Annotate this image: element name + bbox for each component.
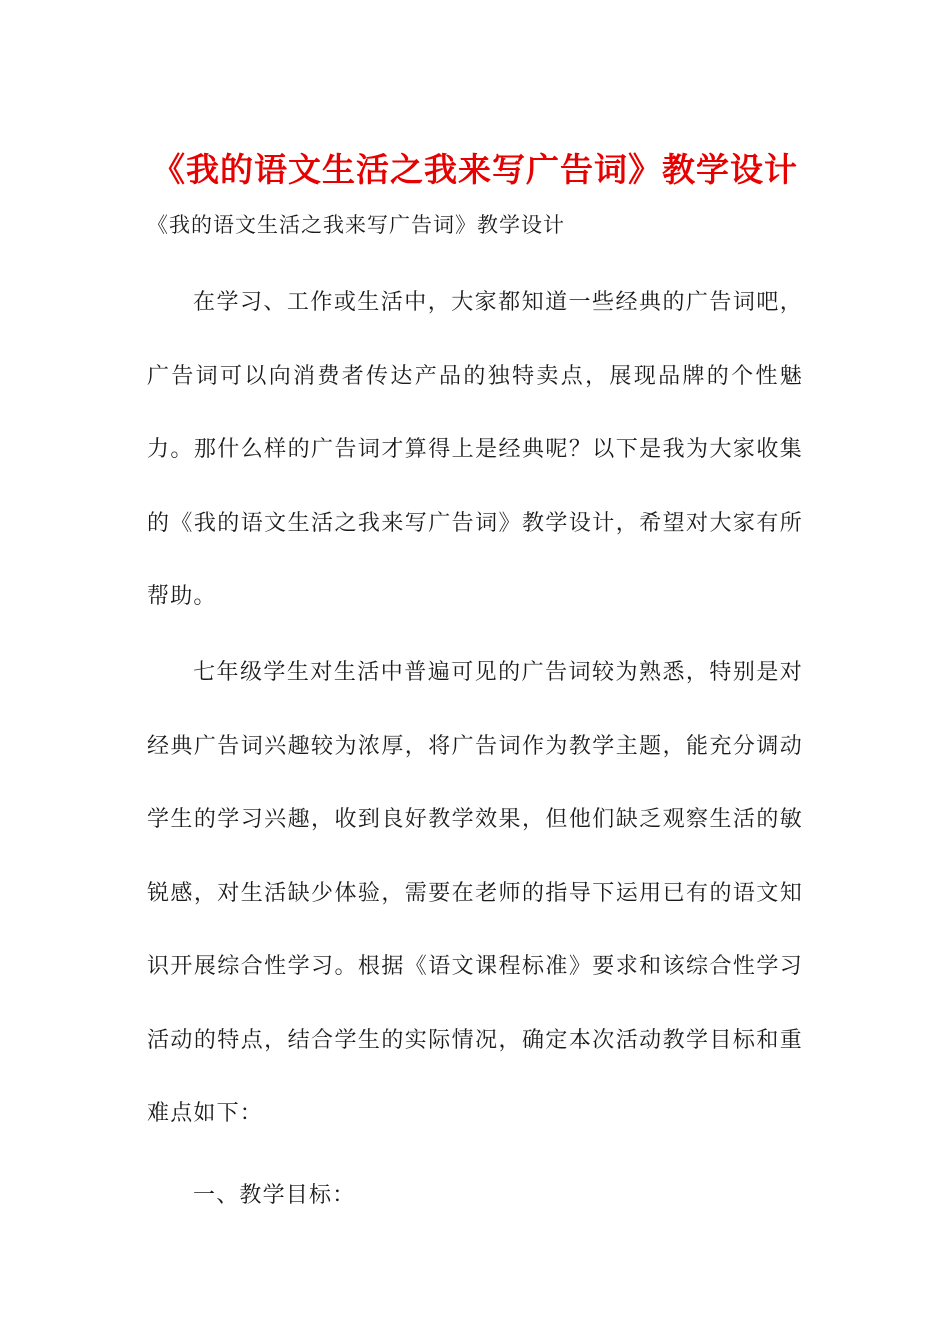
document-subtitle: 《我的语文生活之我来写广告词》教学设计 xyxy=(147,213,565,237)
section-heading-teaching-goals: 一、教学目标： xyxy=(193,1183,356,1208)
paragraph-intro: 在学习、工作或生活中，大家都知道一些经典的广告词吧，广告词可以向消费者传达产品的独特卖点，展现品牌的个性魅力。那什么样的广告词才算得上是经典呢？以下是我为大家收集的《我的语文生活之我来写广告词》教学设计，希望对大家有所帮助。 xyxy=(147,290,803,609)
paragraph-analysis: 七年级学生对生活中普遍可见的广告词较为熟悉，特别是对经典广告词兴趣较为浓厚，将广告词作为教学主题，能充分调动学生的学习兴趣，收到良好教学效果，但他们缺乏观察生活的敏锐感，对生活缺少体验，需要在老师的指导下运用已有的语文知识开展综合性学习。根据《语文课程标准》要求和该综合性学习活动的特点，结合学生的实际情况，确定本次活动教学目标和重难点如下： xyxy=(147,660,803,1126)
document-title: 《我的语文生活之我来写广告词》教学设计 xyxy=(152,150,798,189)
